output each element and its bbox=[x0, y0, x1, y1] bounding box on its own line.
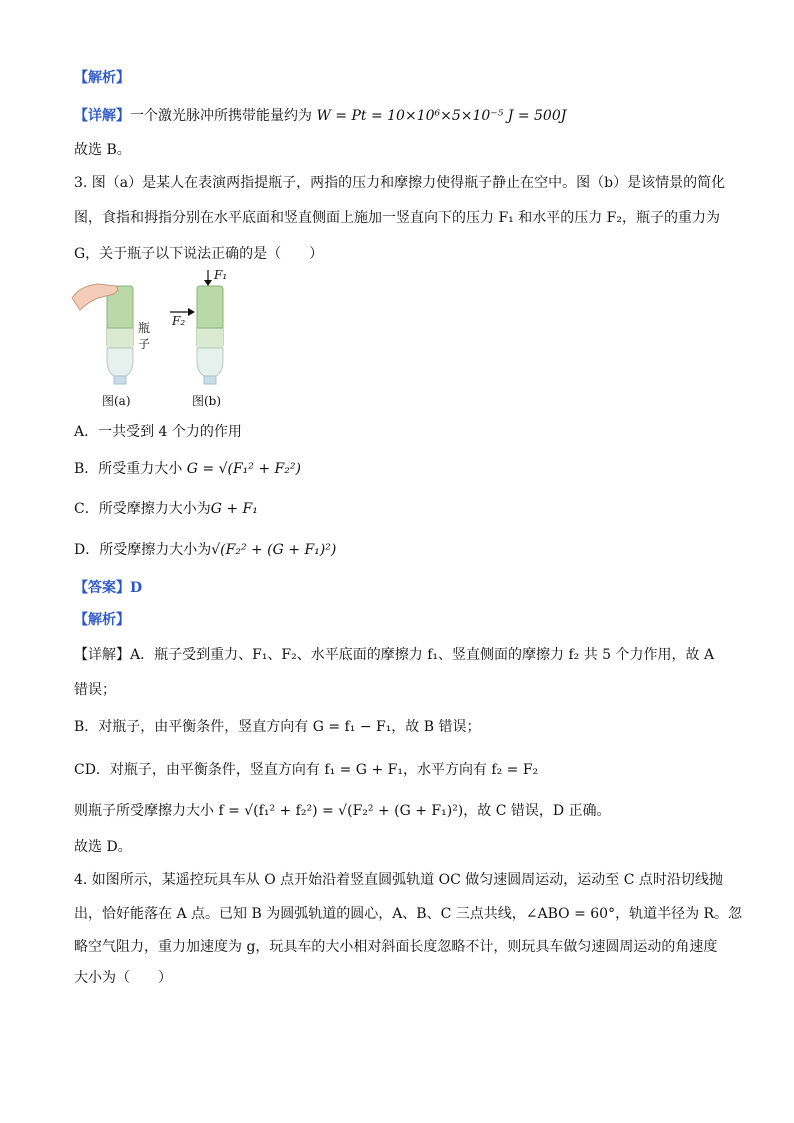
bottle-a-illustration bbox=[72, 284, 133, 384]
option-a: A．一共受到 4 个力的作用 bbox=[74, 424, 242, 440]
q4-line3: 略空气阻力，重力加速度为 g，玩具车的大小相对斜面长度忽略不计，则玩具车做匀速圆周运动的角速度 bbox=[74, 939, 718, 955]
q4-line4: 大小为（ ） bbox=[74, 970, 172, 986]
option-c: C．所受摩擦力大小为G + F₁ bbox=[74, 501, 258, 517]
label-f2: F₂ bbox=[172, 314, 186, 328]
caption-a: 图(a) bbox=[102, 394, 131, 408]
q3-conclusion: 故选 D。 bbox=[74, 839, 132, 855]
q3-analysis-tag: 【解析】 bbox=[74, 612, 130, 628]
bottle-diagram bbox=[70, 268, 250, 418]
q3-detail-cd: CD．对瓶子，由平衡条件，竖直方向有 f₁ = G + F₁，水平方向有 f₂ = F₂ bbox=[74, 762, 539, 778]
option-d: D．所受摩擦力大小为√(F₂² + (G + F₁)²) bbox=[74, 542, 337, 558]
caption-b: 图(b) bbox=[192, 394, 222, 408]
option-b: B．所受重力大小 G = √(F₁² + F₂²) bbox=[74, 461, 301, 477]
energy-formula: W = Pt = 10×10⁶×5×10⁻⁵ J = 500J bbox=[316, 108, 567, 124]
q3-detail-b: B．对瓶子，由平衡条件，竖直方向有 G = f₁ − F₁，故 B 错误； bbox=[74, 719, 481, 735]
label-f1: F₁ bbox=[214, 268, 228, 282]
option-d-formula: √(F₂² + (G + F₁)²) bbox=[211, 542, 337, 558]
q4-line1: 4. 如图所示，某遥控玩具车从 O 点开始沿着竖直圆弧轨道 OC 做匀速圆周运动，运动至 C 点时沿切线抛 bbox=[74, 872, 723, 888]
q3-detail-line1: 【详解】A．瓶子受到重力、F₁、F₂、水平底面的摩擦力 f₁、竖直侧面的摩擦力 f₂ 共 5 个力作用，故 A bbox=[74, 647, 715, 663]
analysis-tag: 【解析】 bbox=[74, 70, 130, 86]
bottle-label: 瓶子 bbox=[138, 321, 151, 351]
q3-detail-line2: 错误； bbox=[74, 682, 116, 698]
prev-conclusion: 故选 B。 bbox=[74, 142, 131, 158]
bottle-figure bbox=[70, 268, 250, 418]
option-c-formula: G + F₁ bbox=[210, 501, 258, 517]
q3-stem-line1: 3. 图（a）是某人在表演两指提瓶子，两指的压力和摩擦力使得瓶子静止在空中。图（b）是该情景的简化 bbox=[74, 175, 726, 191]
option-b-formula: G = √(F₁² + F₂²) bbox=[186, 461, 301, 477]
q3-stem-line3: G，关于瓶子以下说法正确的是（ ） bbox=[74, 246, 324, 262]
detail-line: 【详解】一个激光脉冲所携带能量约为 W = Pt = 10×10⁶×5×10⁻⁵ J = 500J bbox=[74, 108, 567, 124]
q4-line2: 出，恰好能落在 A 点。已知 B 为圆弧轨道的圆心，A、B、C 三点共线，∠ABO = 60°，轨道半径为 R。忽 bbox=[74, 906, 743, 922]
q3-stem-line2: 图，食指和拇指分别在水平底面和竖直侧面上施加一竖直向下的压力 F₁ 和水平的压力 F₂，瓶子的重力为 bbox=[74, 210, 721, 226]
answer: 【答案】D bbox=[74, 580, 143, 596]
q3-detail-final: 则瓶子所受摩擦力大小 f = √(f₁² + f₂²) = √(F₂² + (G + F₁)²)，故 C 错误，D 正确。 bbox=[74, 803, 611, 819]
